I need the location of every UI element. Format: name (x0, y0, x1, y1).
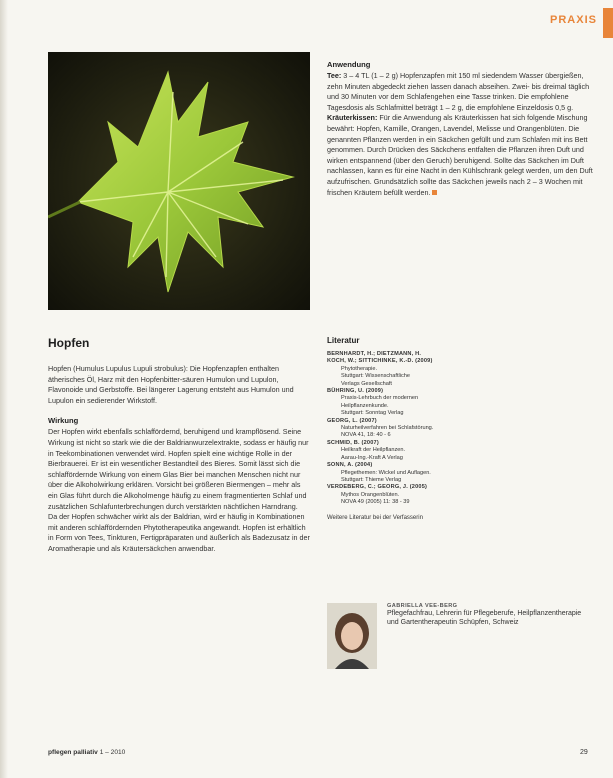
page-number: 29 (580, 749, 588, 756)
literatur-item (327, 358, 597, 388)
end-mark-icon (432, 190, 437, 195)
wirkung-text-2: Da der Hopfen schwächer wirkt als der Baldrian, wird er häufig in Kombinationen mit anderen schlaffördernden Phytotherapeutika angewandt. Hopfen ist erhältlich in Form von Tees, Tinkturen, Fertigpräparaten und äußerlich als Badezusatz in der Aromatherapie und als Kräutersäckchen anwendbar. (48, 512, 310, 553)
literatur-line: Aarau-Ing.-Kraft A Verlag (341, 454, 403, 461)
tee-lead: Tee: (327, 71, 342, 80)
kissen-lead: Kräuterkissen: (327, 113, 378, 123)
literatur-line: NOVA 41, 18: 40 - 6 (341, 432, 391, 439)
hop-leaf-image (48, 52, 310, 310)
literatur-author: BERNHARDT, H.; DIETZMANN, H. (327, 351, 422, 357)
literatur-author: KOCH, W.; SITTICHINKE, K.-D. (2009) (327, 358, 433, 365)
author-info (387, 603, 587, 627)
hopfen-title: Hopfen (48, 336, 90, 350)
literatur-line: Praxis-Lehrbuch der modernen (341, 395, 419, 402)
literatur-item (327, 440, 597, 462)
literatur-line: Stuttgart: Wissenschaftliche (341, 373, 411, 380)
literatur-line: Heilpflanzenkunde. (341, 402, 389, 409)
footer-journal (48, 749, 125, 756)
author-avatar (327, 603, 377, 669)
literatur-item (327, 462, 597, 484)
anwendung-tee (327, 71, 597, 113)
literatur-line: Phytotherapie. (341, 365, 378, 372)
literatur-line: Naturheilverfahren bei Schlafstörung. (341, 425, 434, 432)
anwendung-section (327, 60, 597, 198)
literatur-author: SCHMID, B. (2007) (327, 439, 379, 446)
author-description: Pflegefachfrau, Lehrerin für Pflegeberufe, Heilpflanzentherapie und Gartentherapeutin Schüpfen, Schweiz (387, 610, 582, 627)
section-tab-marker (603, 8, 613, 38)
author-portrait (327, 603, 377, 669)
hopfen-section (48, 336, 310, 555)
author-name: GABRIELLA VEE-BERG (387, 603, 458, 609)
wirkung-heading: Wirkung (48, 416, 79, 426)
literatur-author: VERDEBERG, C.; GEORG, J. (2005) (327, 484, 428, 491)
wirkung-text: Der Hopfen wirkt ebenfalls schlaffördernd, beruhigend und krampflösend. Seine Wirkung ist nicht so stark wie die der Baldrianwurzelextrakte, sodass er häufig nur in Teekombinationen verwendet wird. Hopfen spielt eine wichtige Rolle in der Bierbrauerei. Er ist ein wesentlicher Bestandteil des Bieres. Somit lässt sich die schlaffördernde Wirkung von einem Glas Bier bei manchen Menschen nicht nur über die Alkoholwirkung erklären. Vorsicht bei größeren Biermengen – mehr als ein Glas führt durch die Alkoholmenge häufig zu einem fragmentierten Schlaf und zusätzlichen Schlafunterbrechungen durch verstärkten nächtlichen Harndrang. (48, 427, 309, 511)
literatur-line: Stuttgart: Thieme Verlag (341, 476, 402, 483)
kissen-text: Für die Anwendung als Kräuterkissen hat sich folgende Mischung bewährt: Hopfen, Kamille, Orangen, Lavendel, Melisse und Orangenblüten. Die genannten Pflanzen werden in ein Säckchen gefüllt und zum Schlafen mit ins Bett genommen. Durch Drücken des Säckchens entfalten die Pflanzen ihren Duft und wirken entspannend (über den Geruch) beruhigend. Sollte das Säckchen im Duft nachlassen, kann es für eine Nacht in den Kühlschrank gelegt werden, um den Duft aufzufrischen. Grundsätzlich sollte das Säckchen jeweils nach 2 – 3 Wochen mit frischen Kräutern befüllt werden. (327, 113, 593, 197)
literatur-item (327, 351, 597, 358)
journal-name: pflegen palliativ (48, 749, 98, 756)
literatur-author: SONN, A. (2004) (327, 462, 373, 469)
literatur-line: Heilkraft der Heilpflanzen. (341, 447, 406, 454)
literatur-line: NOVA 49 (2005) 11: 38 - 39 (341, 499, 410, 506)
literatur-line: Mythos Orangenblüten. (341, 491, 400, 498)
literatur-line: Pflegethemen: Wickel und Auflagen. (341, 469, 431, 476)
literatur-heading: Literatur (327, 336, 360, 345)
section-tab: PRAXIS (550, 14, 597, 26)
hop-leaf-photo (48, 52, 310, 310)
literatur-item (327, 388, 597, 418)
literatur-author: GEORG, L. (2007) (327, 417, 377, 424)
page-spine (0, 0, 8, 778)
literatur-section (327, 336, 597, 522)
hopfen-intro: Hopfen (Humulus Lupulus Lupuli strobulus): Die Hopfenzapfen enthalten ätherisches Öl, Harz mit den Hopfenbitter-säuren Humulon und Lupulon, Flavonoide und Gerbstoffe. Bei längerer Lagerung entsteht aus Humulon und Lupulon ein sedierender Wirkstoff. (48, 364, 294, 405)
literatur-item (327, 484, 597, 506)
literatur-item (327, 418, 597, 440)
tee-text: 3 – 4 TL (1 – 2 g) Hopfenzapfen mit 150 ml siedendem Wasser übergießen, zehn Minuten abgedeckt ziehen lassen danach abseihen. Zwei- bis dreimal täglich und 30 Minuten vor dem Schlafengehen eine Tasse trinken. Die empfohlene Tagesdosis als Schlafmittel beträgt 1 – 2 g, die empfohlene Einzeldosis 0,5 g. (327, 71, 590, 112)
literatur-line: Verlags Gesellschaft (341, 380, 392, 387)
anwendung-heading: Anwendung (327, 60, 371, 69)
journal-issue: 1 – 2010 (99, 749, 126, 756)
literatur-note: Weitere Literatur bei der Verfasserin (327, 514, 423, 521)
literatur-author: BÜHRING, U. (2009) (327, 388, 384, 395)
anwendung-kissen (327, 113, 597, 198)
literatur-line: Stuttgart: Sonntag Verlag (341, 410, 404, 417)
